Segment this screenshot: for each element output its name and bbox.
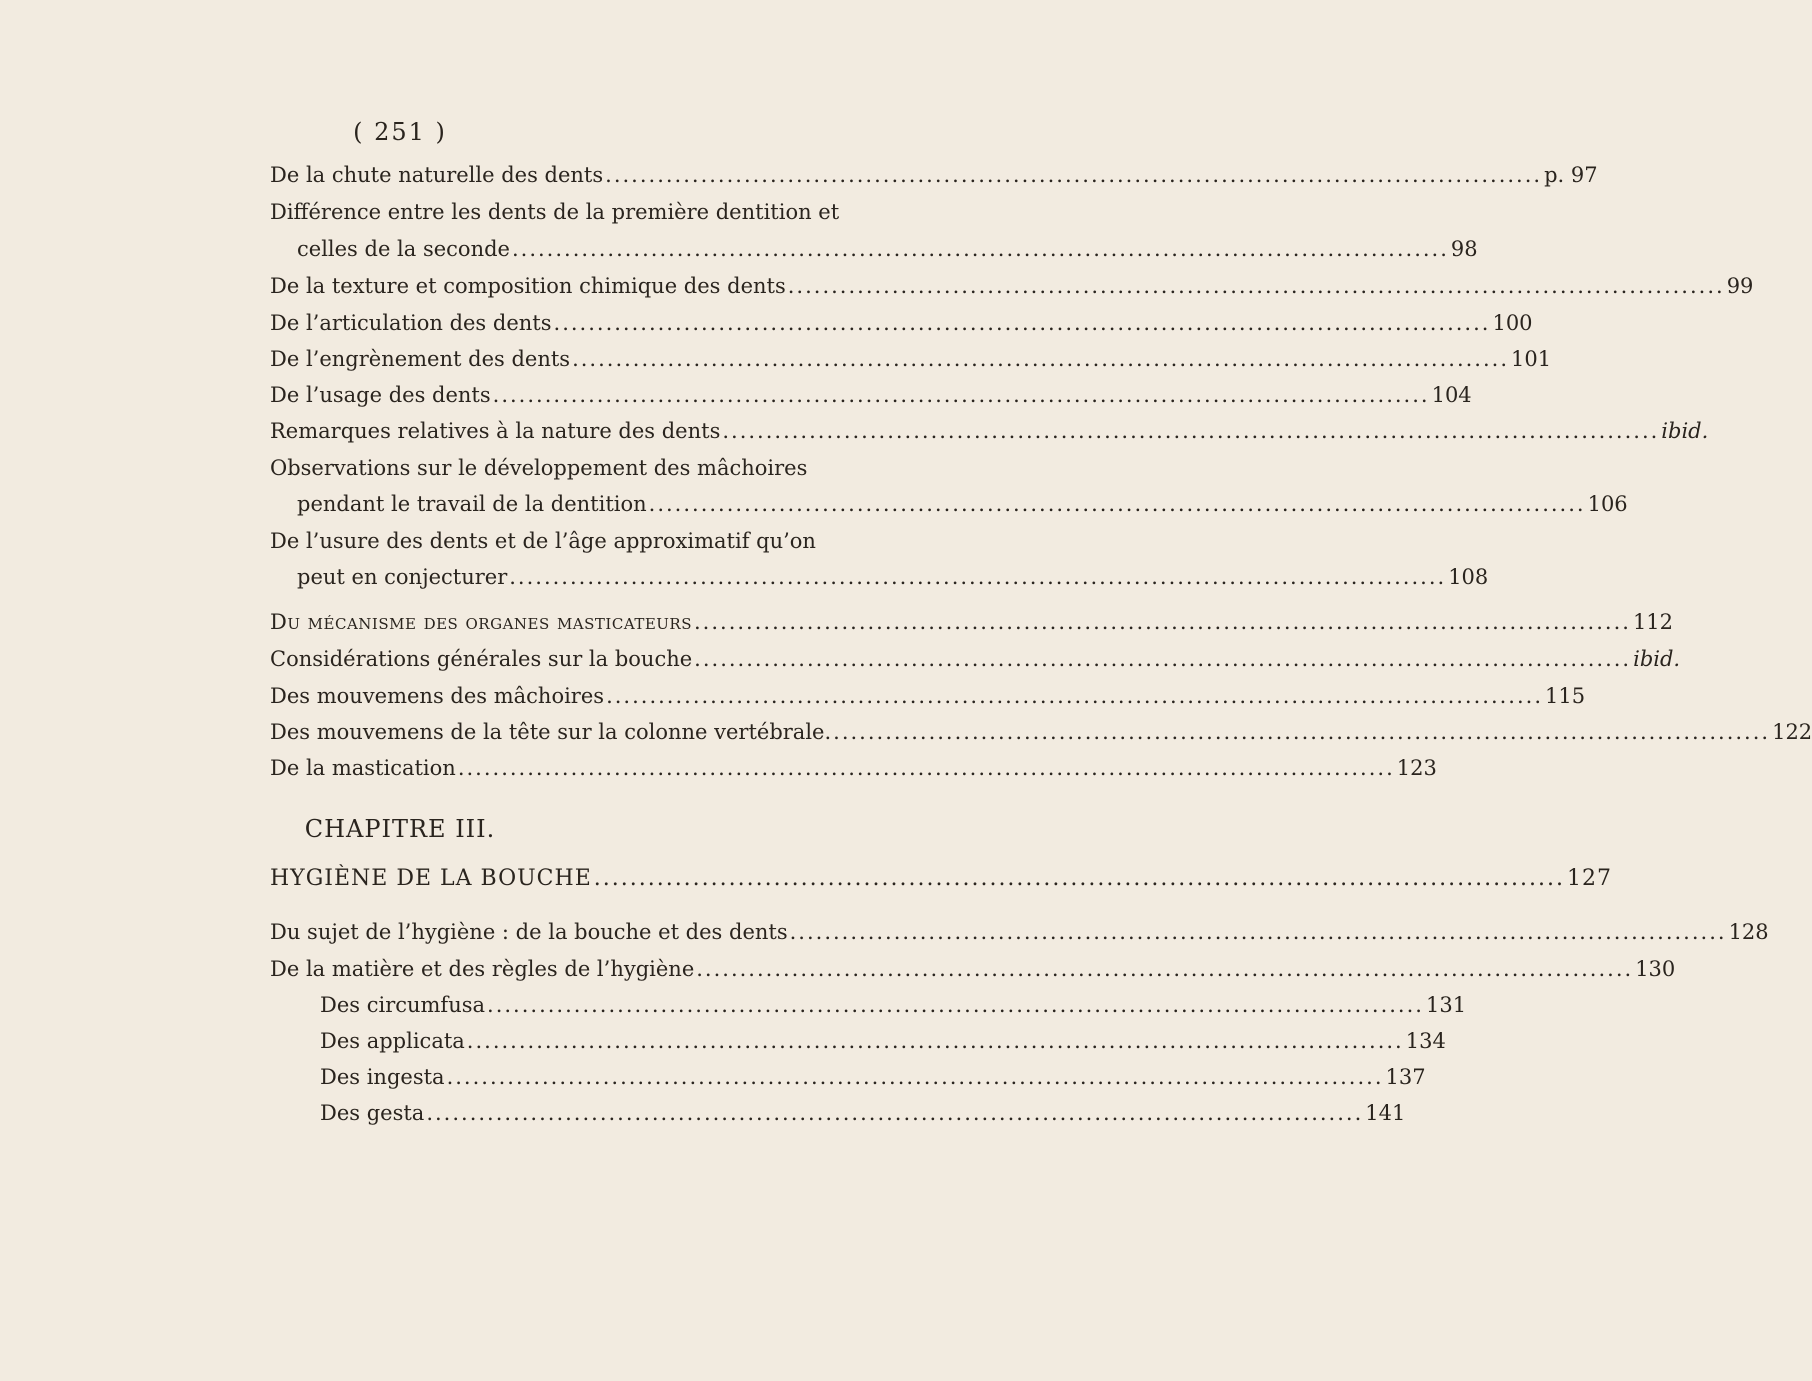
toc-entry bbox=[270, 160, 1598, 190]
toc-entry bbox=[270, 644, 1681, 674]
toc-entry-line: De l’usure des dents et de l’âge approximatif qu’on bbox=[270, 529, 816, 553]
toc-entry-page: 131 bbox=[1425, 993, 1467, 1017]
toc-entry-title: Des circumfusa bbox=[320, 993, 486, 1017]
toc-entry bbox=[270, 717, 1812, 747]
toc-entry-page: 99 bbox=[1726, 274, 1754, 298]
toc-entry bbox=[270, 308, 1533, 338]
toc-entry-page: 122 bbox=[1772, 720, 1812, 744]
toc-entry bbox=[270, 344, 1552, 374]
toc-entry-page: 101 bbox=[1511, 347, 1552, 371]
toc-entry bbox=[320, 1026, 1446, 1056]
toc-entry-page: 108 bbox=[1448, 565, 1489, 589]
toc-entry bbox=[270, 271, 1754, 301]
toc-entry-title: celles de la seconde bbox=[297, 237, 510, 261]
toc-entry-title: De la matière et des règles de l’hygiène bbox=[270, 957, 695, 981]
toc-entry-title: Considérations générales sur la bouche bbox=[270, 647, 693, 671]
toc-entry-title: De l’engrènement des dents bbox=[270, 347, 571, 371]
page-number-header: ( 251 ) bbox=[353, 118, 447, 146]
toc-entry bbox=[270, 753, 1437, 783]
toc-entry bbox=[297, 562, 1489, 592]
toc-entry-title: Remarques relatives à la nature des dents bbox=[270, 419, 721, 443]
toc-entry bbox=[320, 1062, 1426, 1092]
toc-entry-page: 127 bbox=[1567, 866, 1613, 891]
toc-entry-page: ibid. bbox=[1633, 647, 1681, 671]
toc-entry bbox=[297, 489, 1628, 519]
toc-entry-title: De la chute naturelle des dents bbox=[270, 163, 604, 187]
toc-section-entry bbox=[270, 607, 1674, 637]
toc-entry-title: Du mécanisme des organes masticateurs bbox=[270, 610, 692, 634]
toc-entry-page: 100 bbox=[1492, 311, 1533, 335]
toc-entry-page: 128 bbox=[1728, 920, 1769, 944]
toc-entry-line: Différence entre les dents de la première dentition et bbox=[270, 200, 840, 224]
toc-entry-title: Des mouvemens de la tête sur la colonne vertébrale. bbox=[270, 720, 832, 744]
toc-entry-page: 137 bbox=[1385, 1065, 1426, 1089]
toc-entry-title: Des mouvemens des mâchoires bbox=[270, 684, 605, 708]
toc-entry-title: peut en conjecturer bbox=[297, 565, 508, 589]
toc-entry-line: Observations sur le développement des mâchoires bbox=[270, 456, 808, 480]
toc-entry-title: De la mastication bbox=[270, 756, 456, 780]
toc-entry-title: Du sujet de l’hygiène : de la bouche et des dents bbox=[270, 920, 788, 944]
toc-entry-page: 134 bbox=[1405, 1029, 1446, 1053]
toc-entry-title: De l’usage des dents bbox=[270, 383, 491, 407]
toc-entry-title: De la texture et composition chimique des dents bbox=[270, 274, 786, 298]
toc-entry-title: Des gesta bbox=[320, 1101, 425, 1125]
toc-entry bbox=[270, 416, 1709, 446]
toc-entry-page: 123 bbox=[1396, 756, 1437, 780]
toc-entry bbox=[320, 990, 1467, 1020]
toc-entry-page: 104 bbox=[1431, 383, 1472, 407]
toc-entry-page: 112 bbox=[1632, 610, 1674, 634]
toc-entry-page: 141 bbox=[1365, 1101, 1406, 1125]
toc-entry-page: ibid. bbox=[1661, 419, 1709, 443]
toc-entry bbox=[270, 954, 1676, 984]
toc-entry-page: p. 97 bbox=[1544, 163, 1598, 187]
toc-entry-page: 115 bbox=[1545, 684, 1586, 708]
toc-entry-title: pendant le travail de la dentition bbox=[297, 492, 647, 516]
toc-entry bbox=[270, 681, 1586, 711]
toc-entry-title: De l’articulation des dents bbox=[270, 311, 552, 335]
chapter-heading-entry bbox=[270, 864, 1613, 894]
toc-entry-page: 98 bbox=[1450, 237, 1478, 261]
toc-entry bbox=[320, 1098, 1406, 1128]
toc-entry-page: 130 bbox=[1635, 957, 1676, 981]
chapter-title: CHAPITRE III. bbox=[304, 815, 496, 843]
toc-entry bbox=[270, 380, 1472, 410]
chapter-heading: HYGIÈNE DE LA BOUCHE bbox=[270, 866, 592, 891]
toc-entry bbox=[297, 234, 1478, 264]
toc-entry bbox=[270, 917, 1769, 947]
toc-entry-page: 106 bbox=[1587, 492, 1628, 516]
toc-entry-title: Des applicata bbox=[320, 1029, 465, 1053]
toc-entry-title: Des ingesta bbox=[320, 1065, 445, 1089]
